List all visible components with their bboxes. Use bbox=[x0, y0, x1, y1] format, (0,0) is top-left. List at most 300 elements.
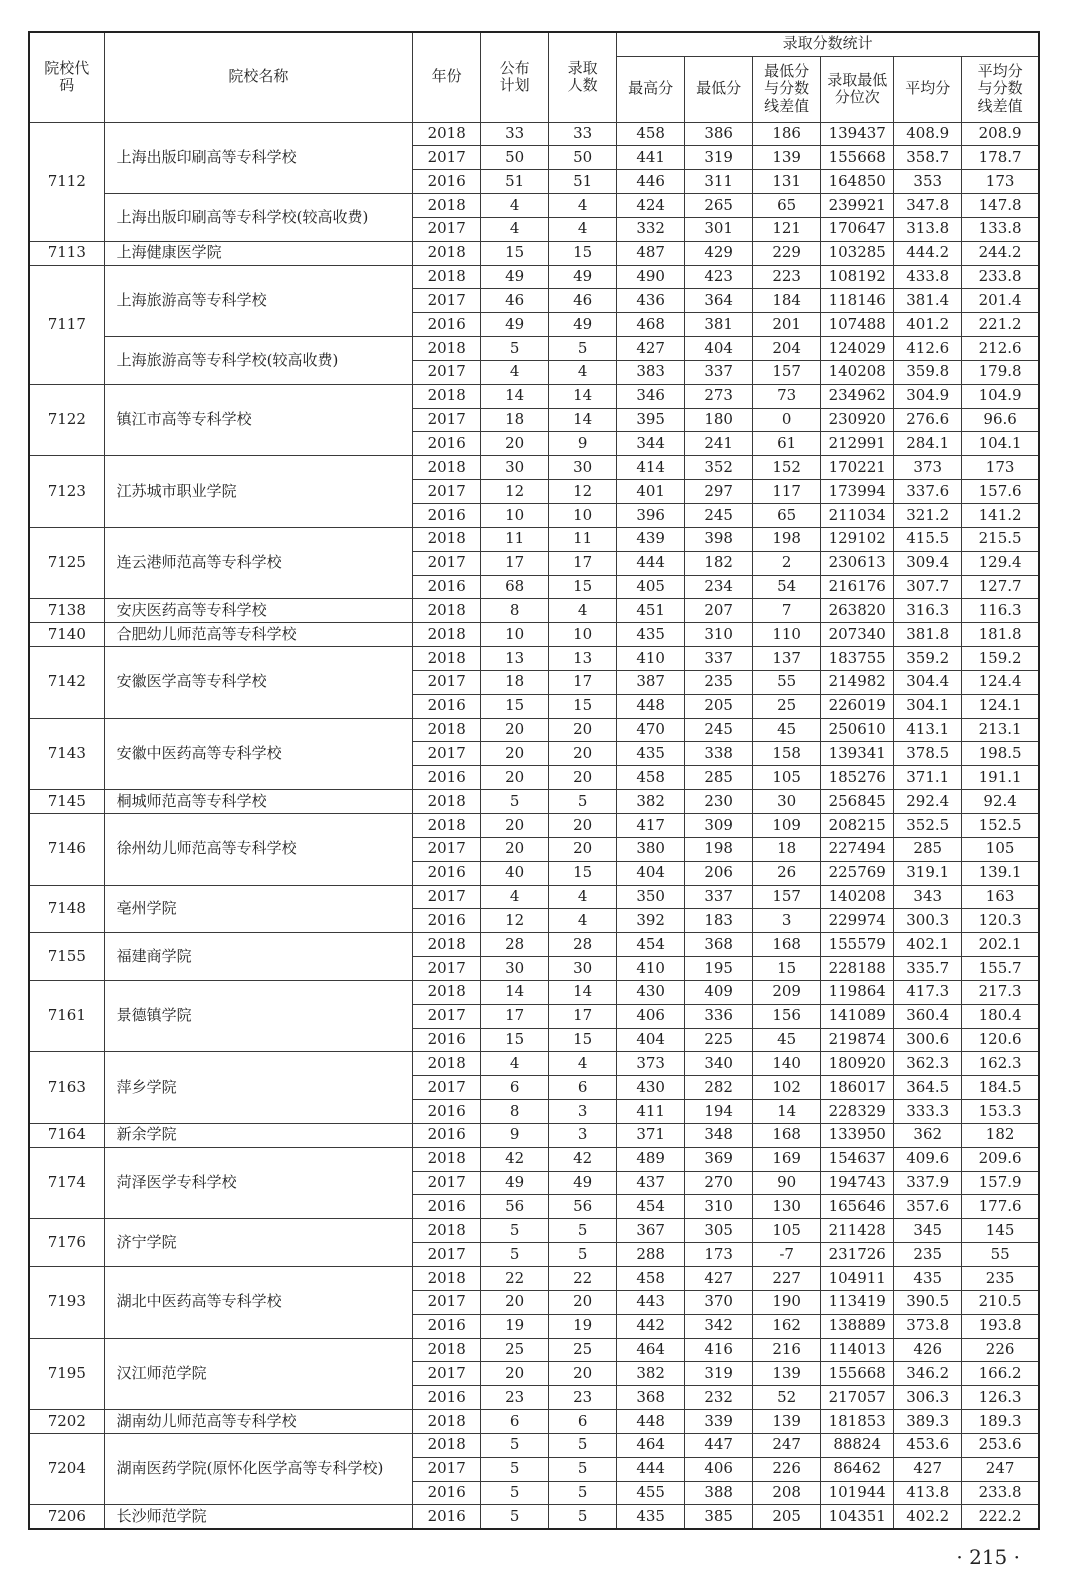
cell-admit: 56 bbox=[549, 1195, 617, 1219]
cell-max: 454 bbox=[617, 1195, 685, 1219]
cell-avg: 415.5 bbox=[894, 527, 962, 551]
cell-min: 310 bbox=[685, 623, 753, 647]
cell-min-diff: 3 bbox=[753, 909, 821, 933]
cell-min: 194 bbox=[685, 1100, 753, 1124]
cell-plan: 10 bbox=[481, 623, 549, 647]
cell-year: 2017 bbox=[413, 1004, 481, 1028]
cell-max: 427 bbox=[617, 337, 685, 361]
table-row bbox=[29, 265, 1039, 289]
cell-avg: 435 bbox=[894, 1267, 962, 1291]
cell-plan: 49 bbox=[481, 265, 549, 289]
cell-plan: 22 bbox=[481, 1267, 549, 1291]
cell-avg-diff: 215.5 bbox=[962, 527, 1039, 551]
cell-plan: 13 bbox=[481, 647, 549, 671]
cell-admit: 4 bbox=[549, 360, 617, 384]
header-avg: 平均分 bbox=[894, 56, 962, 122]
school-name: 萍乡学院 bbox=[104, 1052, 413, 1124]
cell-min-diff: 139 bbox=[753, 146, 821, 170]
cell-avg-diff: 222.2 bbox=[962, 1505, 1039, 1529]
cell-plan: 4 bbox=[481, 194, 549, 218]
cell-min-diff: 157 bbox=[753, 885, 821, 909]
cell-min-rank: 208215 bbox=[821, 813, 894, 837]
header-admit: 录取人数 bbox=[549, 32, 617, 122]
cell-admit: 15 bbox=[549, 575, 617, 599]
cell-avg: 319.1 bbox=[894, 861, 962, 885]
cell-min-rank: 155668 bbox=[821, 146, 894, 170]
cell-min-diff: 0 bbox=[753, 408, 821, 432]
cell-plan: 17 bbox=[481, 551, 549, 575]
cell-plan: 50 bbox=[481, 146, 549, 170]
cell-min: 381 bbox=[685, 313, 753, 337]
cell-plan: 12 bbox=[481, 909, 549, 933]
cell-plan: 8 bbox=[481, 599, 549, 623]
cell-max: 410 bbox=[617, 647, 685, 671]
cell-min-diff: 186 bbox=[753, 122, 821, 146]
cell-max: 489 bbox=[617, 1147, 685, 1171]
cell-min-rank: 186017 bbox=[821, 1076, 894, 1100]
cell-year: 2018 bbox=[413, 647, 481, 671]
cell-plan: 46 bbox=[481, 289, 549, 313]
cell-min-rank: 217057 bbox=[821, 1386, 894, 1410]
cell-max: 288 bbox=[617, 1243, 685, 1267]
cell-min: 232 bbox=[685, 1386, 753, 1410]
cell-min: 388 bbox=[685, 1481, 753, 1505]
school-name: 亳州学院 bbox=[104, 885, 413, 933]
cell-avg-diff: 181.8 bbox=[962, 623, 1039, 647]
school-name: 汉江师范学院 bbox=[104, 1338, 413, 1410]
cell-avg: 307.7 bbox=[894, 575, 962, 599]
cell-year: 2017 bbox=[413, 408, 481, 432]
cell-min: 173 bbox=[685, 1243, 753, 1267]
cell-year: 2016 bbox=[413, 694, 481, 718]
cell-min-rank: 250610 bbox=[821, 718, 894, 742]
school-code: 7148 bbox=[29, 885, 104, 933]
cell-year: 2016 bbox=[413, 1195, 481, 1219]
cell-year: 2017 bbox=[413, 1362, 481, 1386]
cell-admit: 15 bbox=[549, 241, 617, 265]
cell-min: 297 bbox=[685, 480, 753, 504]
cell-min-rank: 104351 bbox=[821, 1505, 894, 1529]
cell-min-diff: 162 bbox=[753, 1314, 821, 1338]
table-row bbox=[29, 1147, 1039, 1171]
cell-plan: 51 bbox=[481, 170, 549, 194]
cell-admit: 49 bbox=[549, 313, 617, 337]
cell-avg-diff: 247 bbox=[962, 1457, 1039, 1481]
cell-avg-diff: 173 bbox=[962, 456, 1039, 480]
cell-avg: 360.4 bbox=[894, 1004, 962, 1028]
table-row bbox=[29, 933, 1039, 957]
cell-min-diff: 2 bbox=[753, 551, 821, 575]
cell-min-rank: 141089 bbox=[821, 1004, 894, 1028]
cell-year: 2016 bbox=[413, 1314, 481, 1338]
cell-plan: 20 bbox=[481, 837, 549, 861]
cell-avg-diff: 104.9 bbox=[962, 384, 1039, 408]
school-name: 安庆医药高等专科学校 bbox=[104, 599, 413, 623]
table-row bbox=[29, 1410, 1039, 1434]
cell-min-rank: 219874 bbox=[821, 1028, 894, 1052]
cell-avg-diff: 180.4 bbox=[962, 1004, 1039, 1028]
cell-avg-diff: 178.7 bbox=[962, 146, 1039, 170]
school-name: 长沙师范学院 bbox=[104, 1505, 413, 1529]
cell-year: 2018 bbox=[413, 933, 481, 957]
cell-max: 435 bbox=[617, 742, 685, 766]
cell-min-diff: 102 bbox=[753, 1076, 821, 1100]
cell-avg-diff: 233.8 bbox=[962, 265, 1039, 289]
cell-min: 423 bbox=[685, 265, 753, 289]
school-code: 7146 bbox=[29, 813, 104, 885]
cell-admit: 20 bbox=[549, 1362, 617, 1386]
cell-avg: 306.3 bbox=[894, 1386, 962, 1410]
cell-plan: 5 bbox=[481, 1481, 549, 1505]
cell-plan: 40 bbox=[481, 861, 549, 885]
cell-min: 429 bbox=[685, 241, 753, 265]
cell-avg-diff: 166.2 bbox=[962, 1362, 1039, 1386]
table-header bbox=[29, 32, 1039, 122]
cell-min: 245 bbox=[685, 504, 753, 528]
cell-avg-diff: 244.2 bbox=[962, 241, 1039, 265]
cell-min-diff: 26 bbox=[753, 861, 821, 885]
cell-min-rank: 207340 bbox=[821, 623, 894, 647]
header-year: 年份 bbox=[413, 32, 481, 122]
cell-min-diff: 139 bbox=[753, 1410, 821, 1434]
cell-plan: 6 bbox=[481, 1410, 549, 1434]
cell-avg: 371.1 bbox=[894, 766, 962, 790]
cell-max: 332 bbox=[617, 217, 685, 241]
cell-min-rank: 88824 bbox=[821, 1433, 894, 1457]
cell-avg-diff: 208.9 bbox=[962, 122, 1039, 146]
cell-min-rank: 212991 bbox=[821, 432, 894, 456]
cell-plan: 5 bbox=[481, 790, 549, 814]
table-row bbox=[29, 599, 1039, 623]
cell-plan: 4 bbox=[481, 360, 549, 384]
cell-min-diff: 45 bbox=[753, 1028, 821, 1052]
cell-plan: 15 bbox=[481, 1028, 549, 1052]
school-name: 镇江市高等专科学校 bbox=[104, 384, 413, 456]
cell-min-rank: 185276 bbox=[821, 766, 894, 790]
cell-year: 2017 bbox=[413, 670, 481, 694]
cell-admit: 5 bbox=[549, 1481, 617, 1505]
cell-avg: 364.5 bbox=[894, 1076, 962, 1100]
cell-admit: 25 bbox=[549, 1338, 617, 1362]
cell-min: 447 bbox=[685, 1433, 753, 1457]
cell-min-rank: 181853 bbox=[821, 1410, 894, 1434]
cell-max: 435 bbox=[617, 623, 685, 647]
school-code: 7138 bbox=[29, 599, 104, 623]
cell-avg: 313.8 bbox=[894, 217, 962, 241]
cell-avg-diff: 124.1 bbox=[962, 694, 1039, 718]
table-row bbox=[29, 980, 1039, 1004]
cell-min-rank: 155579 bbox=[821, 933, 894, 957]
cell-min-diff: 201 bbox=[753, 313, 821, 337]
cell-avg-diff: 179.8 bbox=[962, 360, 1039, 384]
cell-avg: 413.8 bbox=[894, 1481, 962, 1505]
cell-admit: 5 bbox=[549, 1457, 617, 1481]
cell-min-rank: 180920 bbox=[821, 1052, 894, 1076]
cell-avg-diff: 233.8 bbox=[962, 1481, 1039, 1505]
cell-min: 398 bbox=[685, 527, 753, 551]
cell-avg: 345 bbox=[894, 1219, 962, 1243]
cell-admit: 20 bbox=[549, 813, 617, 837]
cell-min: 195 bbox=[685, 957, 753, 981]
cell-max: 470 bbox=[617, 718, 685, 742]
cell-min-rank: 173994 bbox=[821, 480, 894, 504]
table-row bbox=[29, 1267, 1039, 1291]
cell-avg: 346.2 bbox=[894, 1362, 962, 1386]
cell-plan: 49 bbox=[481, 1171, 549, 1195]
cell-min-diff: 157 bbox=[753, 360, 821, 384]
cell-avg-diff: 92.4 bbox=[962, 790, 1039, 814]
school-code: 7163 bbox=[29, 1052, 104, 1124]
cell-min-rank: 133950 bbox=[821, 1123, 894, 1147]
cell-max: 406 bbox=[617, 1004, 685, 1028]
cell-max: 430 bbox=[617, 1076, 685, 1100]
header-plan: 公布计划 bbox=[481, 32, 549, 122]
cell-admit: 50 bbox=[549, 146, 617, 170]
header-max: 最高分 bbox=[617, 56, 685, 122]
school-code: 7195 bbox=[29, 1338, 104, 1410]
cell-admit: 11 bbox=[549, 527, 617, 551]
cell-year: 2018 bbox=[413, 1219, 481, 1243]
cell-avg-diff: 177.6 bbox=[962, 1195, 1039, 1219]
cell-min: 406 bbox=[685, 1457, 753, 1481]
cell-max: 468 bbox=[617, 313, 685, 337]
cell-avg: 389.3 bbox=[894, 1410, 962, 1434]
cell-min-rank: 225769 bbox=[821, 861, 894, 885]
cell-avg: 444.2 bbox=[894, 241, 962, 265]
cell-admit: 3 bbox=[549, 1123, 617, 1147]
cell-admit: 14 bbox=[549, 980, 617, 1004]
cell-min-diff: 25 bbox=[753, 694, 821, 718]
cell-year: 2016 bbox=[413, 575, 481, 599]
cell-min-diff: -7 bbox=[753, 1243, 821, 1267]
cell-avg: 378.5 bbox=[894, 742, 962, 766]
cell-admit: 33 bbox=[549, 122, 617, 146]
cell-year: 2017 bbox=[413, 837, 481, 861]
cell-plan: 33 bbox=[481, 122, 549, 146]
cell-max: 404 bbox=[617, 861, 685, 885]
cell-year: 2017 bbox=[413, 360, 481, 384]
cell-year: 2016 bbox=[413, 313, 481, 337]
cell-avg: 316.3 bbox=[894, 599, 962, 623]
cell-min: 336 bbox=[685, 1004, 753, 1028]
cell-max: 382 bbox=[617, 1362, 685, 1386]
table-row bbox=[29, 241, 1039, 265]
cell-max: 405 bbox=[617, 575, 685, 599]
cell-admit: 6 bbox=[549, 1410, 617, 1434]
cell-max: 464 bbox=[617, 1433, 685, 1457]
cell-plan: 19 bbox=[481, 1314, 549, 1338]
cell-admit: 6 bbox=[549, 1076, 617, 1100]
cell-min: 416 bbox=[685, 1338, 753, 1362]
cell-min-rank: 170221 bbox=[821, 456, 894, 480]
cell-year: 2017 bbox=[413, 480, 481, 504]
school-name: 江苏城市职业学院 bbox=[104, 456, 413, 528]
cell-avg-diff: 129.4 bbox=[962, 551, 1039, 575]
cell-year: 2018 bbox=[413, 813, 481, 837]
cell-plan: 5 bbox=[481, 1219, 549, 1243]
cell-min-rank: 118146 bbox=[821, 289, 894, 313]
cell-year: 2017 bbox=[413, 1171, 481, 1195]
cell-avg-diff: 235 bbox=[962, 1267, 1039, 1291]
cell-avg: 321.2 bbox=[894, 504, 962, 528]
cell-max: 490 bbox=[617, 265, 685, 289]
cell-min-rank: 256845 bbox=[821, 790, 894, 814]
cell-admit: 10 bbox=[549, 623, 617, 647]
cell-min-diff: 130 bbox=[753, 1195, 821, 1219]
cell-min-diff: 158 bbox=[753, 742, 821, 766]
cell-min-rank: 139437 bbox=[821, 122, 894, 146]
cell-avg-diff: 145 bbox=[962, 1219, 1039, 1243]
cell-admit: 23 bbox=[549, 1386, 617, 1410]
cell-year: 2018 bbox=[413, 790, 481, 814]
cell-avg-diff: 189.3 bbox=[962, 1410, 1039, 1434]
cell-admit: 20 bbox=[549, 837, 617, 861]
cell-plan: 20 bbox=[481, 766, 549, 790]
school-name: 上海健康医学院 bbox=[104, 241, 413, 265]
cell-admit: 49 bbox=[549, 1171, 617, 1195]
school-code: 7142 bbox=[29, 647, 104, 719]
cell-admit: 15 bbox=[549, 694, 617, 718]
cell-min-diff: 18 bbox=[753, 837, 821, 861]
cell-plan: 14 bbox=[481, 384, 549, 408]
cell-min-diff: 55 bbox=[753, 670, 821, 694]
header-min-diff: 最低分与分数线差值 bbox=[753, 56, 821, 122]
cell-avg-diff: 116.3 bbox=[962, 599, 1039, 623]
cell-avg-diff: 159.2 bbox=[962, 647, 1039, 671]
cell-min: 273 bbox=[685, 384, 753, 408]
cell-min-diff: 208 bbox=[753, 1481, 821, 1505]
cell-avg: 304.4 bbox=[894, 670, 962, 694]
school-code: 7143 bbox=[29, 718, 104, 790]
school-code: 7176 bbox=[29, 1219, 104, 1267]
cell-plan: 20 bbox=[481, 432, 549, 456]
cell-min-diff: 52 bbox=[753, 1386, 821, 1410]
cell-min-rank: 104911 bbox=[821, 1267, 894, 1291]
cell-plan: 4 bbox=[481, 885, 549, 909]
cell-min: 338 bbox=[685, 742, 753, 766]
cell-avg-diff: 193.8 bbox=[962, 1314, 1039, 1338]
cell-min: 301 bbox=[685, 217, 753, 241]
cell-max: 444 bbox=[617, 551, 685, 575]
cell-min-diff: 216 bbox=[753, 1338, 821, 1362]
cell-avg-diff: 162.3 bbox=[962, 1052, 1039, 1076]
cell-min: 409 bbox=[685, 980, 753, 1004]
cell-plan: 23 bbox=[481, 1386, 549, 1410]
cell-year: 2016 bbox=[413, 170, 481, 194]
cell-plan: 4 bbox=[481, 1052, 549, 1076]
cell-min-diff: 65 bbox=[753, 194, 821, 218]
cell-min-diff: 169 bbox=[753, 1147, 821, 1171]
cell-min-diff: 109 bbox=[753, 813, 821, 837]
cell-min-rank: 138889 bbox=[821, 1314, 894, 1338]
cell-admit: 30 bbox=[549, 957, 617, 981]
cell-min-rank: 229974 bbox=[821, 909, 894, 933]
cell-avg: 453.6 bbox=[894, 1433, 962, 1457]
cell-avg: 235 bbox=[894, 1243, 962, 1267]
cell-avg-diff: 210.5 bbox=[962, 1290, 1039, 1314]
cell-max: 454 bbox=[617, 933, 685, 957]
cell-min: 427 bbox=[685, 1267, 753, 1291]
cell-max: 410 bbox=[617, 957, 685, 981]
cell-avg-diff: 157.9 bbox=[962, 1171, 1039, 1195]
cell-max: 443 bbox=[617, 1290, 685, 1314]
cell-year: 2016 bbox=[413, 1386, 481, 1410]
cell-avg-diff: 153.3 bbox=[962, 1100, 1039, 1124]
school-name: 上海出版印刷高等专科学校 bbox=[104, 122, 413, 194]
cell-min: 352 bbox=[685, 456, 753, 480]
table-row bbox=[29, 1338, 1039, 1362]
cell-admit: 4 bbox=[549, 1052, 617, 1076]
cell-min-rank: 114013 bbox=[821, 1338, 894, 1362]
cell-avg: 381.8 bbox=[894, 623, 962, 647]
admission-score-table bbox=[28, 31, 1040, 1530]
cell-admit: 20 bbox=[549, 766, 617, 790]
cell-max: 371 bbox=[617, 1123, 685, 1147]
cell-min: 206 bbox=[685, 861, 753, 885]
cell-min-diff: 105 bbox=[753, 1219, 821, 1243]
cell-min: 339 bbox=[685, 1410, 753, 1434]
cell-max: 458 bbox=[617, 122, 685, 146]
cell-avg: 276.6 bbox=[894, 408, 962, 432]
cell-avg: 337.9 bbox=[894, 1171, 962, 1195]
cell-min: 207 bbox=[685, 599, 753, 623]
cell-admit: 51 bbox=[549, 170, 617, 194]
school-code: 7125 bbox=[29, 527, 104, 599]
school-name: 新余学院 bbox=[104, 1123, 413, 1147]
school-code: 7161 bbox=[29, 980, 104, 1052]
school-code: 7112 bbox=[29, 122, 104, 241]
cell-admit: 4 bbox=[549, 194, 617, 218]
cell-year: 2018 bbox=[413, 265, 481, 289]
header-code: 院校代码 bbox=[29, 32, 104, 122]
cell-min: 337 bbox=[685, 647, 753, 671]
cell-admit: 46 bbox=[549, 289, 617, 313]
cell-admit: 30 bbox=[549, 456, 617, 480]
cell-min-rank: 113419 bbox=[821, 1290, 894, 1314]
cell-avg: 309.4 bbox=[894, 551, 962, 575]
cell-max: 392 bbox=[617, 909, 685, 933]
cell-plan: 4 bbox=[481, 217, 549, 241]
cell-min-rank: 155668 bbox=[821, 1362, 894, 1386]
table-row bbox=[29, 647, 1039, 671]
cell-avg-diff: 184.5 bbox=[962, 1076, 1039, 1100]
cell-plan: 8 bbox=[481, 1100, 549, 1124]
cell-admit: 10 bbox=[549, 504, 617, 528]
cell-avg-diff: 253.6 bbox=[962, 1433, 1039, 1457]
cell-max: 387 bbox=[617, 670, 685, 694]
cell-min-diff: 90 bbox=[753, 1171, 821, 1195]
cell-min: 386 bbox=[685, 122, 753, 146]
cell-avg: 426 bbox=[894, 1338, 962, 1362]
cell-year: 2018 bbox=[413, 1433, 481, 1457]
cell-avg-diff: 202.1 bbox=[962, 933, 1039, 957]
cell-max: 424 bbox=[617, 194, 685, 218]
cell-admit: 12 bbox=[549, 480, 617, 504]
cell-min-rank: 234962 bbox=[821, 384, 894, 408]
cell-year: 2016 bbox=[413, 1123, 481, 1147]
cell-min-rank: 228188 bbox=[821, 957, 894, 981]
cell-min-rank: 231726 bbox=[821, 1243, 894, 1267]
cell-avg-diff: 152.5 bbox=[962, 813, 1039, 837]
cell-min: 364 bbox=[685, 289, 753, 313]
school-name: 安徽中医药高等专科学校 bbox=[104, 718, 413, 790]
cell-avg: 433.8 bbox=[894, 265, 962, 289]
cell-max: 448 bbox=[617, 694, 685, 718]
school-name: 湖南医药学院(原怀化医学高等专科学校) bbox=[104, 1433, 413, 1505]
cell-admit: 5 bbox=[549, 1219, 617, 1243]
cell-avg: 401.2 bbox=[894, 313, 962, 337]
table-row bbox=[29, 337, 1039, 361]
